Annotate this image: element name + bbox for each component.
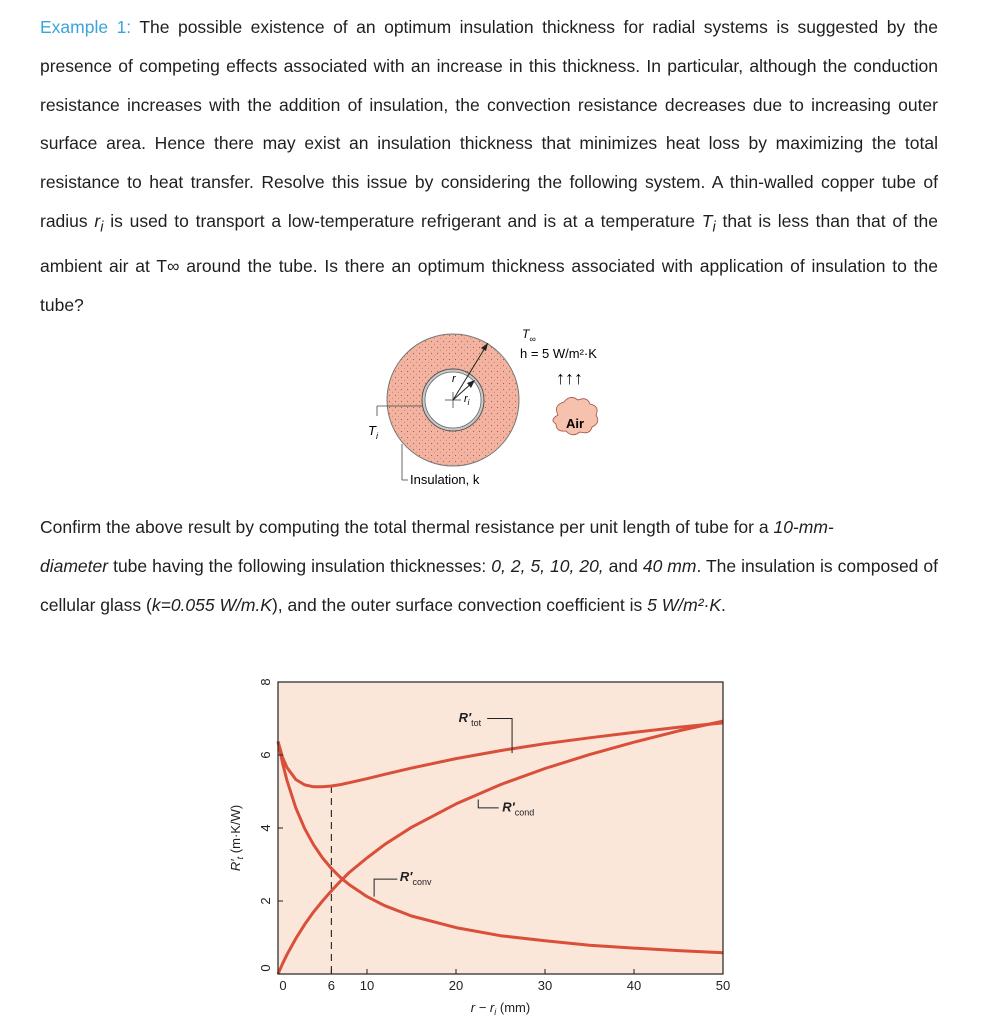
h-label: h = 5 W/m²·K: [520, 346, 597, 361]
x-tick-label-30: 30: [537, 978, 553, 993]
label-r-tot: $R'_{tot}$: [458, 710, 482, 729]
task-diameter: 10-mm-: [773, 517, 834, 537]
x-tick-label-50: 50: [715, 978, 731, 993]
x-tick-label-0: 0: [279, 978, 287, 993]
task-k-value: k=0.055 W/m.K: [151, 594, 272, 615]
x-tick-label-40: 40: [626, 978, 642, 993]
y-tick-label-4: 4: [258, 824, 273, 832]
ti-sub: i: [712, 219, 716, 236]
task-statement: [40, 508, 938, 624]
ri-label: $r_i$: [464, 393, 470, 407]
label-r-cond: $R'_{cond}$: [502, 799, 535, 818]
t-infinity-label: $T_\infty$: [522, 327, 536, 344]
label-r-conv: $R'_{conv}$: [399, 868, 432, 887]
task-text-6: ), and the outer surface convection coefficient is: [271, 594, 648, 615]
task-text-1: Confirm the above result by computing the total thermal resistance per unit length of tube for a: [40, 517, 774, 537]
problem-text-3: that is less than that of the ambient air at T∞ around the tube. Is there an optimum thickness associated with application of insulation to the tube?: [40, 210, 938, 316]
task-diameter-word: diameter: [40, 555, 109, 576]
x-tick-label-6: 6: [327, 978, 336, 993]
task-last-thickness: 40 mm: [642, 555, 697, 576]
ri-sub: i: [100, 219, 104, 236]
y-axis-label: $R'_t$ (m·K/W): [228, 804, 245, 872]
x-axis-label: $r - r_i$ (mm): [470, 1000, 531, 1017]
y-tick-label-6: 6: [258, 751, 273, 759]
ti-symbol: T: [701, 210, 713, 231]
problem-statement: [40, 8, 938, 325]
task-text-3: tube having the following insulation thicknesses:: [108, 555, 492, 576]
x-tick-label-10: 10: [359, 978, 375, 993]
problem-text-1: The possible existence of an optimum insulation thickness for radial systems is suggested by the presence of competing effects associated with an increase in this thickness. In particular, although the conduction resistance increases with the addition of insulation, the convection resistance decreases due to increasing outer surface area. Hence there may exist an insulation thickness that minimizes heat loss by maximizing the total resistance to heat transfer. Resolve this issue by considering the following system. A thin-walled copper tube of radius: [40, 17, 939, 231]
plot-area: [278, 682, 723, 974]
resistance-chart: [222, 670, 752, 1020]
task-text-4: and: [603, 555, 643, 576]
example-label: Example 1:: [40, 17, 132, 37]
ti-label: $T_i$: [368, 423, 378, 441]
y-tick-label-2: 2: [258, 897, 273, 905]
r-label: r: [452, 373, 456, 385]
task-text-5: . The insulation is composed of cellular glass (: [40, 555, 938, 615]
y-tick-label-0: 0: [258, 964, 273, 972]
task-text-7: .: [721, 594, 726, 615]
x-tick-label-20: 20: [448, 978, 464, 993]
airflow-arrows: ↑↑↑: [556, 368, 583, 388]
task-h-value: 5 W/m²·K: [647, 594, 722, 615]
problem-text-2: is used to transport a low-temperature refrigerant and is at a temperature: [103, 210, 702, 231]
y-tick-label-8: 8: [258, 678, 273, 686]
air-label: Air: [566, 416, 585, 431]
insulation-label: Insulation, k: [410, 472, 480, 487]
task-thicknesses: 0, 2, 5, 10, 20,: [491, 555, 604, 576]
ri-symbol: r: [94, 210, 101, 231]
insulated-tube-diagram: [340, 322, 640, 492]
